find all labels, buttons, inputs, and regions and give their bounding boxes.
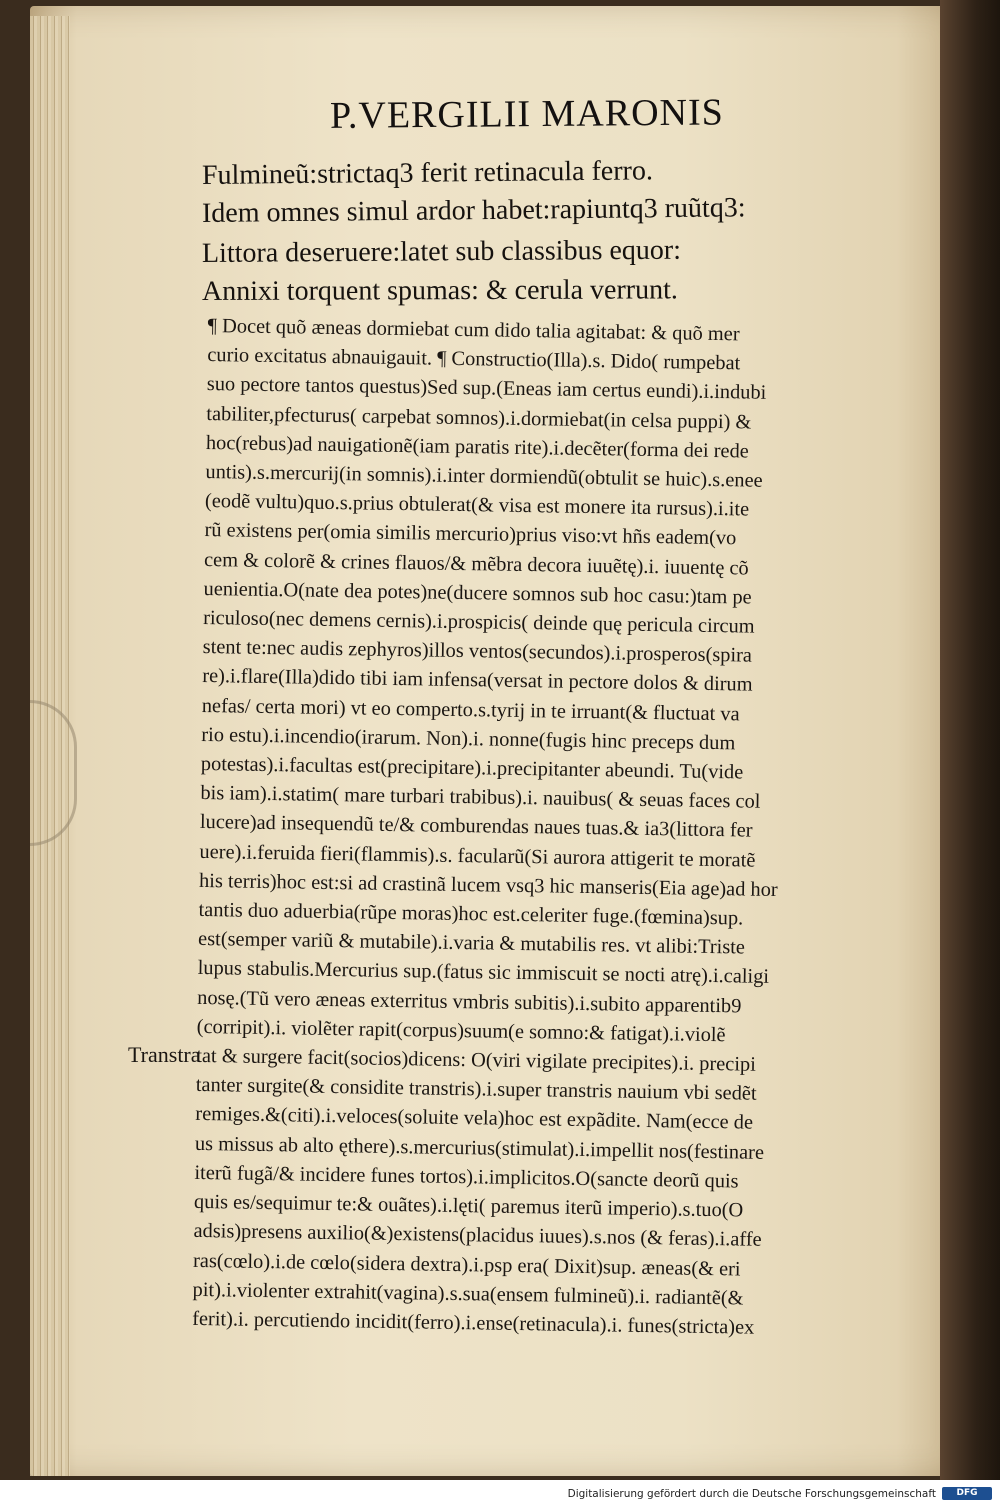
commentary-line: his terris)hoc est:si ad crastinã lucem vsq3 hic manseris(Eia age)ad hor bbox=[198, 869, 778, 901]
commentary-line: curio excitatus abnauigauit. ¶ Constructio(Illa).s. Dido( rumpebat bbox=[207, 344, 741, 375]
commentary-line: stent te:nec audis zephyros)illos ventos(secundos).i.prosperos(spira bbox=[202, 636, 753, 667]
commentary-line: untis).s.mercurij(in somnis).i.inter dormiendũ(obtulit se huic).s.enee bbox=[205, 460, 763, 492]
dfg-logo: DFG bbox=[942, 1487, 992, 1500]
commentary-line: ¶ Docet quõ æneas dormiebat cum dido talia agitabat: & quõ mer bbox=[207, 314, 740, 346]
commentary-line: nosę.(Tũ vero æneas exterritus vmbris subitis).i.subito apparentib9 bbox=[197, 986, 742, 1018]
commentary-line: tantis duo aduerbia(rũpe moras)hoc est.celeriter fuge.(fœmina)sup. bbox=[198, 898, 744, 930]
running-head: P.VERGILII MARONIS bbox=[329, 91, 724, 137]
commentary-line: re).i.flare(Illa)dido tibi iam infensa(versat in pectore dolos & dirum bbox=[202, 665, 753, 697]
commentary-line: uere).i.feruida fieri(flammis).s. facularũ(Si aurora attigerit te moratẽ bbox=[199, 840, 756, 872]
commentary-line: ras(cœlo).i.de cœlo(sidera dextra).i.psp era( Dixit)sup. æneas(& eri bbox=[192, 1249, 741, 1280]
commentary-line: rio estu).i.incendio(irarum. Non).i. nonne(fugis hinc preceps dum bbox=[201, 723, 736, 755]
commentary-line: potestas).i.facultas est(precipitare).i.precipitanter abeundi. Tu(vide bbox=[200, 752, 744, 784]
commentary-line: nefas/ certa mori) vt eo comperto.s.tyrij in te irruant(& fluctuat va bbox=[201, 694, 740, 726]
commentary-line: suo pectore tantos questus)Sed sup.(Eneas iam certus eundi).i.indubi bbox=[206, 373, 767, 405]
commentary-line: iterũ fugã/& incidere funes tortos).i.implicitos.O(sancte deorũ quis bbox=[194, 1161, 739, 1193]
commentary-line: us missus ab alto ęthere).s.mercurius(stimulat).i.impellit nos(festinare bbox=[194, 1132, 765, 1164]
commentary-line: quis es/sequimur te:& ouãtes).i.lęti( paremus iterũ imperio).s.tuo(O bbox=[193, 1190, 744, 1222]
commentary-line: tabiliter,pfecturus( carpebat somnos).i.dormiebat(in celsa puppi) & bbox=[206, 402, 752, 434]
commentary-line: uenientia.O(nate dea potes)ne(ducere somnos sub hoc casu:)tam pe bbox=[203, 577, 752, 609]
commentary-line: lupus stabulis.Mercurius sup.(fatus sic immiscuit se nocti atrę).i.caligi bbox=[197, 957, 770, 989]
commentary-line: riculoso(nec demens cernis).i.prospicis( deinde quę pericula circum bbox=[203, 606, 755, 638]
verse-line: Idem omnes simul ardor habet:rapiuntq3 ruũtq3: bbox=[201, 192, 746, 229]
marginal-note: Transtra bbox=[128, 1042, 201, 1067]
commentary-line: (corripit).i. violẽter rapit(corpus)suum(e somno:& fatigat).i.violẽ bbox=[196, 1015, 726, 1047]
commentary-line: adsis)presens auxilio(&)existens(placidus iuues).s.nos (& feras).i.affe bbox=[193, 1220, 762, 1252]
footer-credit: Digitalisierung gefördert durch die Deutsche Forschungsgemeinschaft bbox=[567, 1488, 936, 1500]
commentary-line: ferit).i. percutiendo incidit(ferro).i.ense(retinacula).i. funes(stricta)ex bbox=[192, 1307, 755, 1339]
commentary-line: rũ existens per(omia similis mercurio)prius viso:vt hñs eadem(vo bbox=[204, 519, 737, 550]
commentary-line: lucere)ad insequendũ te/& comburendas naues tuas.& ia3(littora fer bbox=[199, 811, 753, 843]
commentary-line: tanter surgite(& considite transtris).i.super transtris nauium vbi sedẽt bbox=[195, 1074, 757, 1105]
commentary-line: tat & surgere facit(socios)dicens: O(viri vigilate precipites).i. precipi bbox=[196, 1044, 757, 1076]
commentary-line: hoc(rebus)ad nauigationẽ(iam paratis rite).i.decẽter(forma dei rede bbox=[205, 431, 749, 463]
commentary-line: (eodẽ vultu)quo.s.prius obtulerat(& visa est monere ita rursus).i.ite bbox=[204, 490, 750, 521]
verse-line: Fulmineũ:strictaq3 ferit retinacula ferro. bbox=[201, 155, 654, 191]
verse-line: Littora deseruere:latet sub classibus equor: bbox=[201, 234, 682, 269]
commentary-line: bis iam).i.statim( mare turbari trabibus).i. nauibus( & seuas faces col bbox=[200, 782, 761, 813]
commentary-line: pit).i.violenter extrahit(vagina).s.sua(ensem fulmineũ).i. radiantẽ(& bbox=[192, 1278, 744, 1310]
verse-line: Annixi torquent spumas: & cerula verrunt. bbox=[201, 274, 678, 307]
commentary-line: cem & colorẽ & crines flauos/& mẽbra decora iuuẽtę).i. iuuentę cõ bbox=[203, 548, 749, 580]
commentary-line: est(semper variũ & mutabile).i.varia & mutabilis res. vt alibi:Triste bbox=[197, 928, 746, 959]
commentary bbox=[192, 312, 938, 1345]
commentary-line: remiges.&(citi).i.veloces(soluite vela)hoc est expãdite. Nam(ecce de bbox=[195, 1103, 754, 1135]
